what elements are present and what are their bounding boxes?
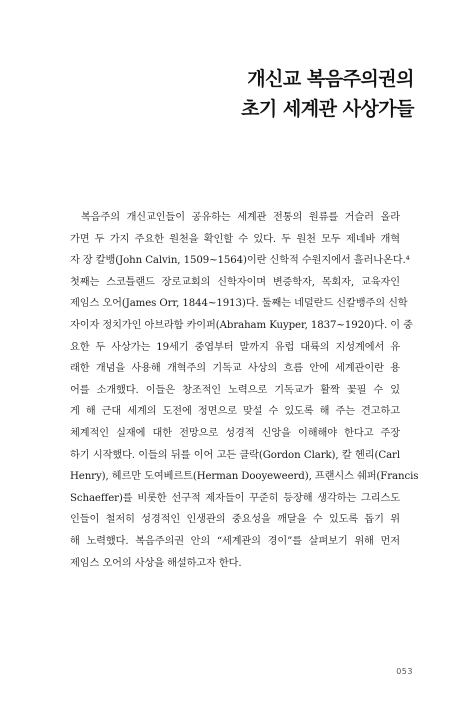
body-line: 해 노력했다. 복음주의권 안의 “세계관의 경이”를 살펴보기 위해 먼저 (70, 535, 400, 547)
body-line: 가면 두 가지 주요한 원천을 확인할 수 있다. 두 원천 모두 제네바 개혁 (70, 233, 400, 245)
page-number: 053 (396, 667, 413, 676)
body-line: 체계적인 실재에 대한 전망으로 성경적 신앙을 이해해야 한다고 주장 (70, 427, 400, 439)
chapter-title (241, 64, 414, 124)
body-line: 자이자 정치가인 아브라함 카이퍼(Abraham Kuyper, 1837~1920)다. 이 중 (70, 319, 413, 331)
body-line: 하기 시작했다. 이들의 뒤를 이어 고든 클락(Gordon Clark), 칼 헨리(Carl (70, 449, 400, 461)
body-line: Schaeffer)를 비롯한 선구적 제자들이 꾸준히 등장해 생각하는 그리스도 (70, 492, 400, 504)
body-line: 제임스 오어(James Orr, 1844~1913)다. 둘째는 네덜란드 신칼뱅주의 신학 (70, 298, 408, 310)
body-line: 자 장 칼뱅(John Calvin, 1509~1564)이란 신학적 수원지에서 흘러나온다.⁴ (70, 255, 410, 267)
body-line: 복음주의 개신교인들이 공유하는 세계관 전통의 원류를 거슬러 올라 (81, 212, 400, 223)
body-line: Henry), 헤르만 도여베르트(Herman Dooyeweerd), 프랜시스 쉐퍼(Francis (70, 471, 419, 483)
body-line: 첫째는 스코틀랜드 장로교회의 신학자이며 변증학자, 목회자, 교육자인 (70, 276, 400, 288)
body-line: 게 해 근대 세계의 도전에 정면으로 맞설 수 있도록 해 주는 견고하고 (70, 406, 400, 418)
body-line: 인들이 철저히 성경적인 인생관의 중요성을 깨달을 수 있도록 돕기 위 (70, 514, 400, 526)
chapter-title-line-2: 초기 세계관 사상가들 (241, 98, 414, 120)
body-line: 요한 두 사상가는 19세기 중엽부터 말까지 유럽 대륙의 지성계에서 유 (70, 341, 400, 353)
body-line: 제임스 오어의 사상을 해설하고자 한다. (70, 557, 242, 569)
chapter-title-line-1: 개신교 복음주의권의 (247, 68, 414, 90)
body-line: 래한 개념을 사용해 개혁주의 기독교 사상의 흐름 안에 세계관이란 용 (70, 363, 400, 375)
body-paragraph (70, 207, 419, 574)
body-line: 어를 소개했다. 이들은 창조적인 노력으로 기독교가 활짝 꽃필 수 있 (70, 384, 400, 396)
